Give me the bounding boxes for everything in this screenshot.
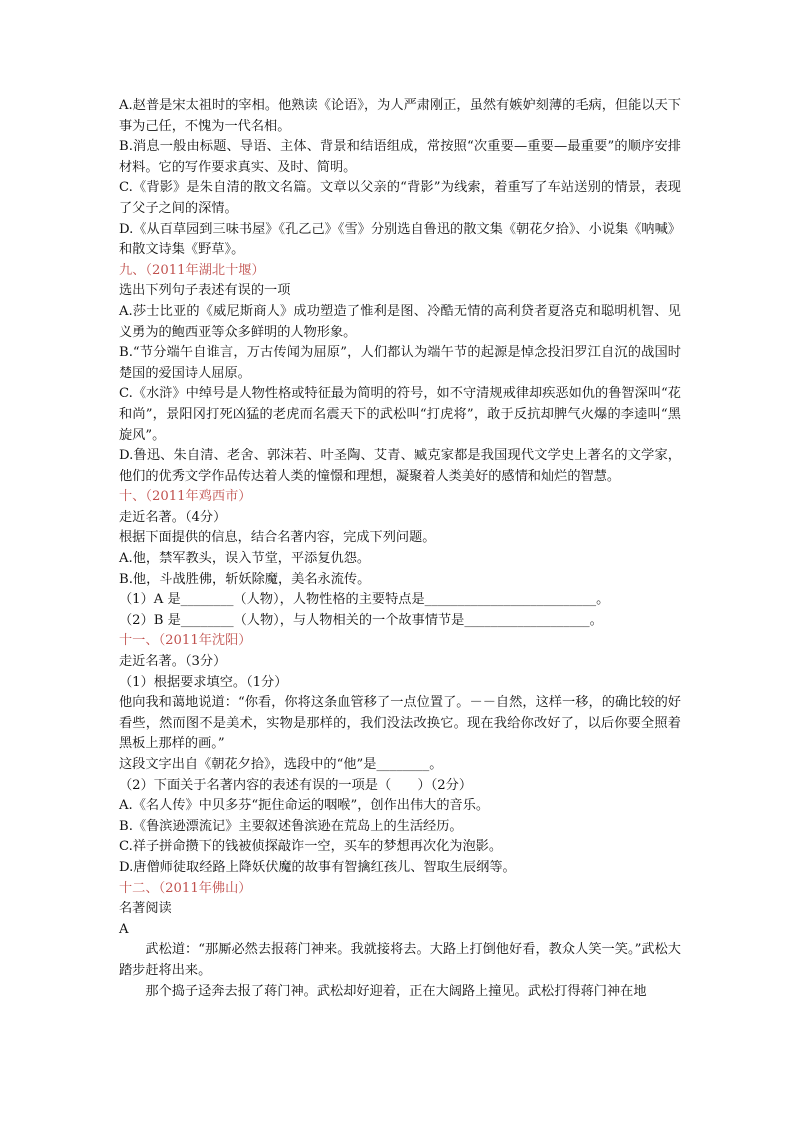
fill-blank-2: （2）B 是________（人物），与人物相关的一个故事情节是___________________。 bbox=[119, 612, 603, 628]
section-heading-9: 九、（2011年湖北十堰） bbox=[119, 262, 265, 278]
option-d-modern-writers: D.鲁迅、朱自清、老舍、郭沫若、叶圣陶、艾青、臧克家都是我国现代文学史上著名的文学家，他们的优秀文学作品传达着人类的憧憬和理想，凝聚着人类美好的感情和灿烂的智慧。 bbox=[119, 448, 681, 484]
document-page bbox=[119, 96, 681, 1002]
fill-blank-source: 这段文字出自《朝花夕拾》，选段中的“他”是________。 bbox=[119, 757, 443, 772]
section-heading-11: 十一、（2011年沈阳） bbox=[119, 633, 252, 649]
option-c-water-margin: C.《水浒》中绰号是人物性格或特征最为简明的符号，如不守清规戒律却疾恶如仇的鲁智深叫“花和尚”，景阳冈打死凶猛的老虎而名震天下的武松叫“打虎将”，敢于反抗却脾气火爆的李逵叫“黑旋风”。 bbox=[119, 386, 681, 443]
question-title-11: 走近名著。（3分） bbox=[119, 654, 227, 670]
option-b-dragon-boat: B.“节分端午自谁言，万古传闻为屈原”，人们都认为端午节的起源是悼念投汨罗江自沉的战国时楚国的爱国诗人屈原。 bbox=[119, 345, 681, 381]
option-d-journey-west: D.唐僧师徒取经路上降妖伏魔的故事有智擒红孩儿、智取生辰纲等。 bbox=[119, 859, 516, 875]
option-c-beiying: C.《背影》是朱自清的散文名篇。文章以父亲的“背影”为线索，着重写了车站送别的情景，表现了父子之间的深情。 bbox=[119, 180, 681, 216]
passage-paragraph-1: 武松道：“那厮必然去报蒋门神来。我就接将去。大路上打倒他好看，教众人笑一笑。”武松大踏步赶将出来。 bbox=[119, 942, 681, 978]
section-heading-10: 十、（2011年鸡西市） bbox=[119, 489, 252, 505]
question-title-10: 走近名著。（4分） bbox=[119, 509, 227, 525]
fill-blank-1: （1）A 是________（人物），人物性格的主要特点是__________________________。 bbox=[119, 592, 610, 608]
question-prompt-9: 选出下列句子表述有误的一项 bbox=[119, 283, 291, 299]
option-b-news: B.消息一般由标题、导语、主体、背景和结语组成，常按照“次重要—重要—最重要”的顺序安排材料。它的写作要求真实、及时、简明。 bbox=[119, 139, 681, 175]
option-d-luxun-works: D.《从百草园到三味书屋》《孔乙己》《雪》分别选自鲁迅的散文集《朝花夕拾》、小说集《呐喊》和散文诗集《野草》。 bbox=[119, 221, 681, 258]
passage-label-a: A bbox=[119, 921, 129, 937]
sub-question-2: （2）下面关于名著内容的表述有误的一项是（ ）（2分） bbox=[119, 777, 473, 793]
question-title-12: 名著阅读 bbox=[119, 901, 172, 917]
quoted-passage: 他向我和蔼地说道：“你看，你将这条血管移了一点位置了。－－自然，这样一移，的确比较的好看些，然而图不是美术，实物是那样的，我们没法改换它。现在我给你改好了，以后你要全照着黑板上那样的画。” bbox=[119, 695, 681, 752]
clue-b: B.他，斗战胜佛，斩妖除魔，美名永流传。 bbox=[119, 571, 371, 587]
option-a-beethoven: A.《名人传》中贝多芬“扼住命运的咽喉”，创作出伟大的音乐。 bbox=[119, 798, 490, 814]
question-prompt-10: 根据下面提供的信息，结合名著内容，完成下列问题。 bbox=[119, 530, 436, 546]
passage-paragraph-2: 那个捣子迳奔去报了蒋门神。武松却好迎着，正在大阔路上撞见。武松打得蒋门神在地 bbox=[145, 983, 647, 999]
section-heading-12: 十二、（2011年佛山） bbox=[119, 880, 252, 896]
option-c-xiangzi: C.祥子拼命攒下的钱被侦探敲诈一空，买车的梦想再次化为泡影。 bbox=[119, 839, 503, 855]
sub-question-1: （1）根据要求填空。（1分） bbox=[119, 674, 288, 690]
option-b-robinson: B.《鲁滨逊漂流记》主要叙述鲁滨逊在荒岛上的生活经历。 bbox=[119, 818, 463, 834]
clue-a: A.他，禁军教头，误入节堂，平添复仇怨。 bbox=[119, 551, 371, 567]
option-a-merchant-of-venice: A.莎士比亚的《威尼斯商人》成功塑造了惟利是图、冷酷无情的高利贷者夏洛克和聪明机智、见义勇为的鲍西亚等众多鲜明的人物形象。 bbox=[119, 303, 681, 340]
option-a-zhao-pu: A.赵普是宋太祖时的宰相。他熟读《论语》，为人严肃刚正，虽然有嫉妒刻薄的毛病，但能以天下事为己任，不愧为一代名相。 bbox=[119, 98, 681, 134]
